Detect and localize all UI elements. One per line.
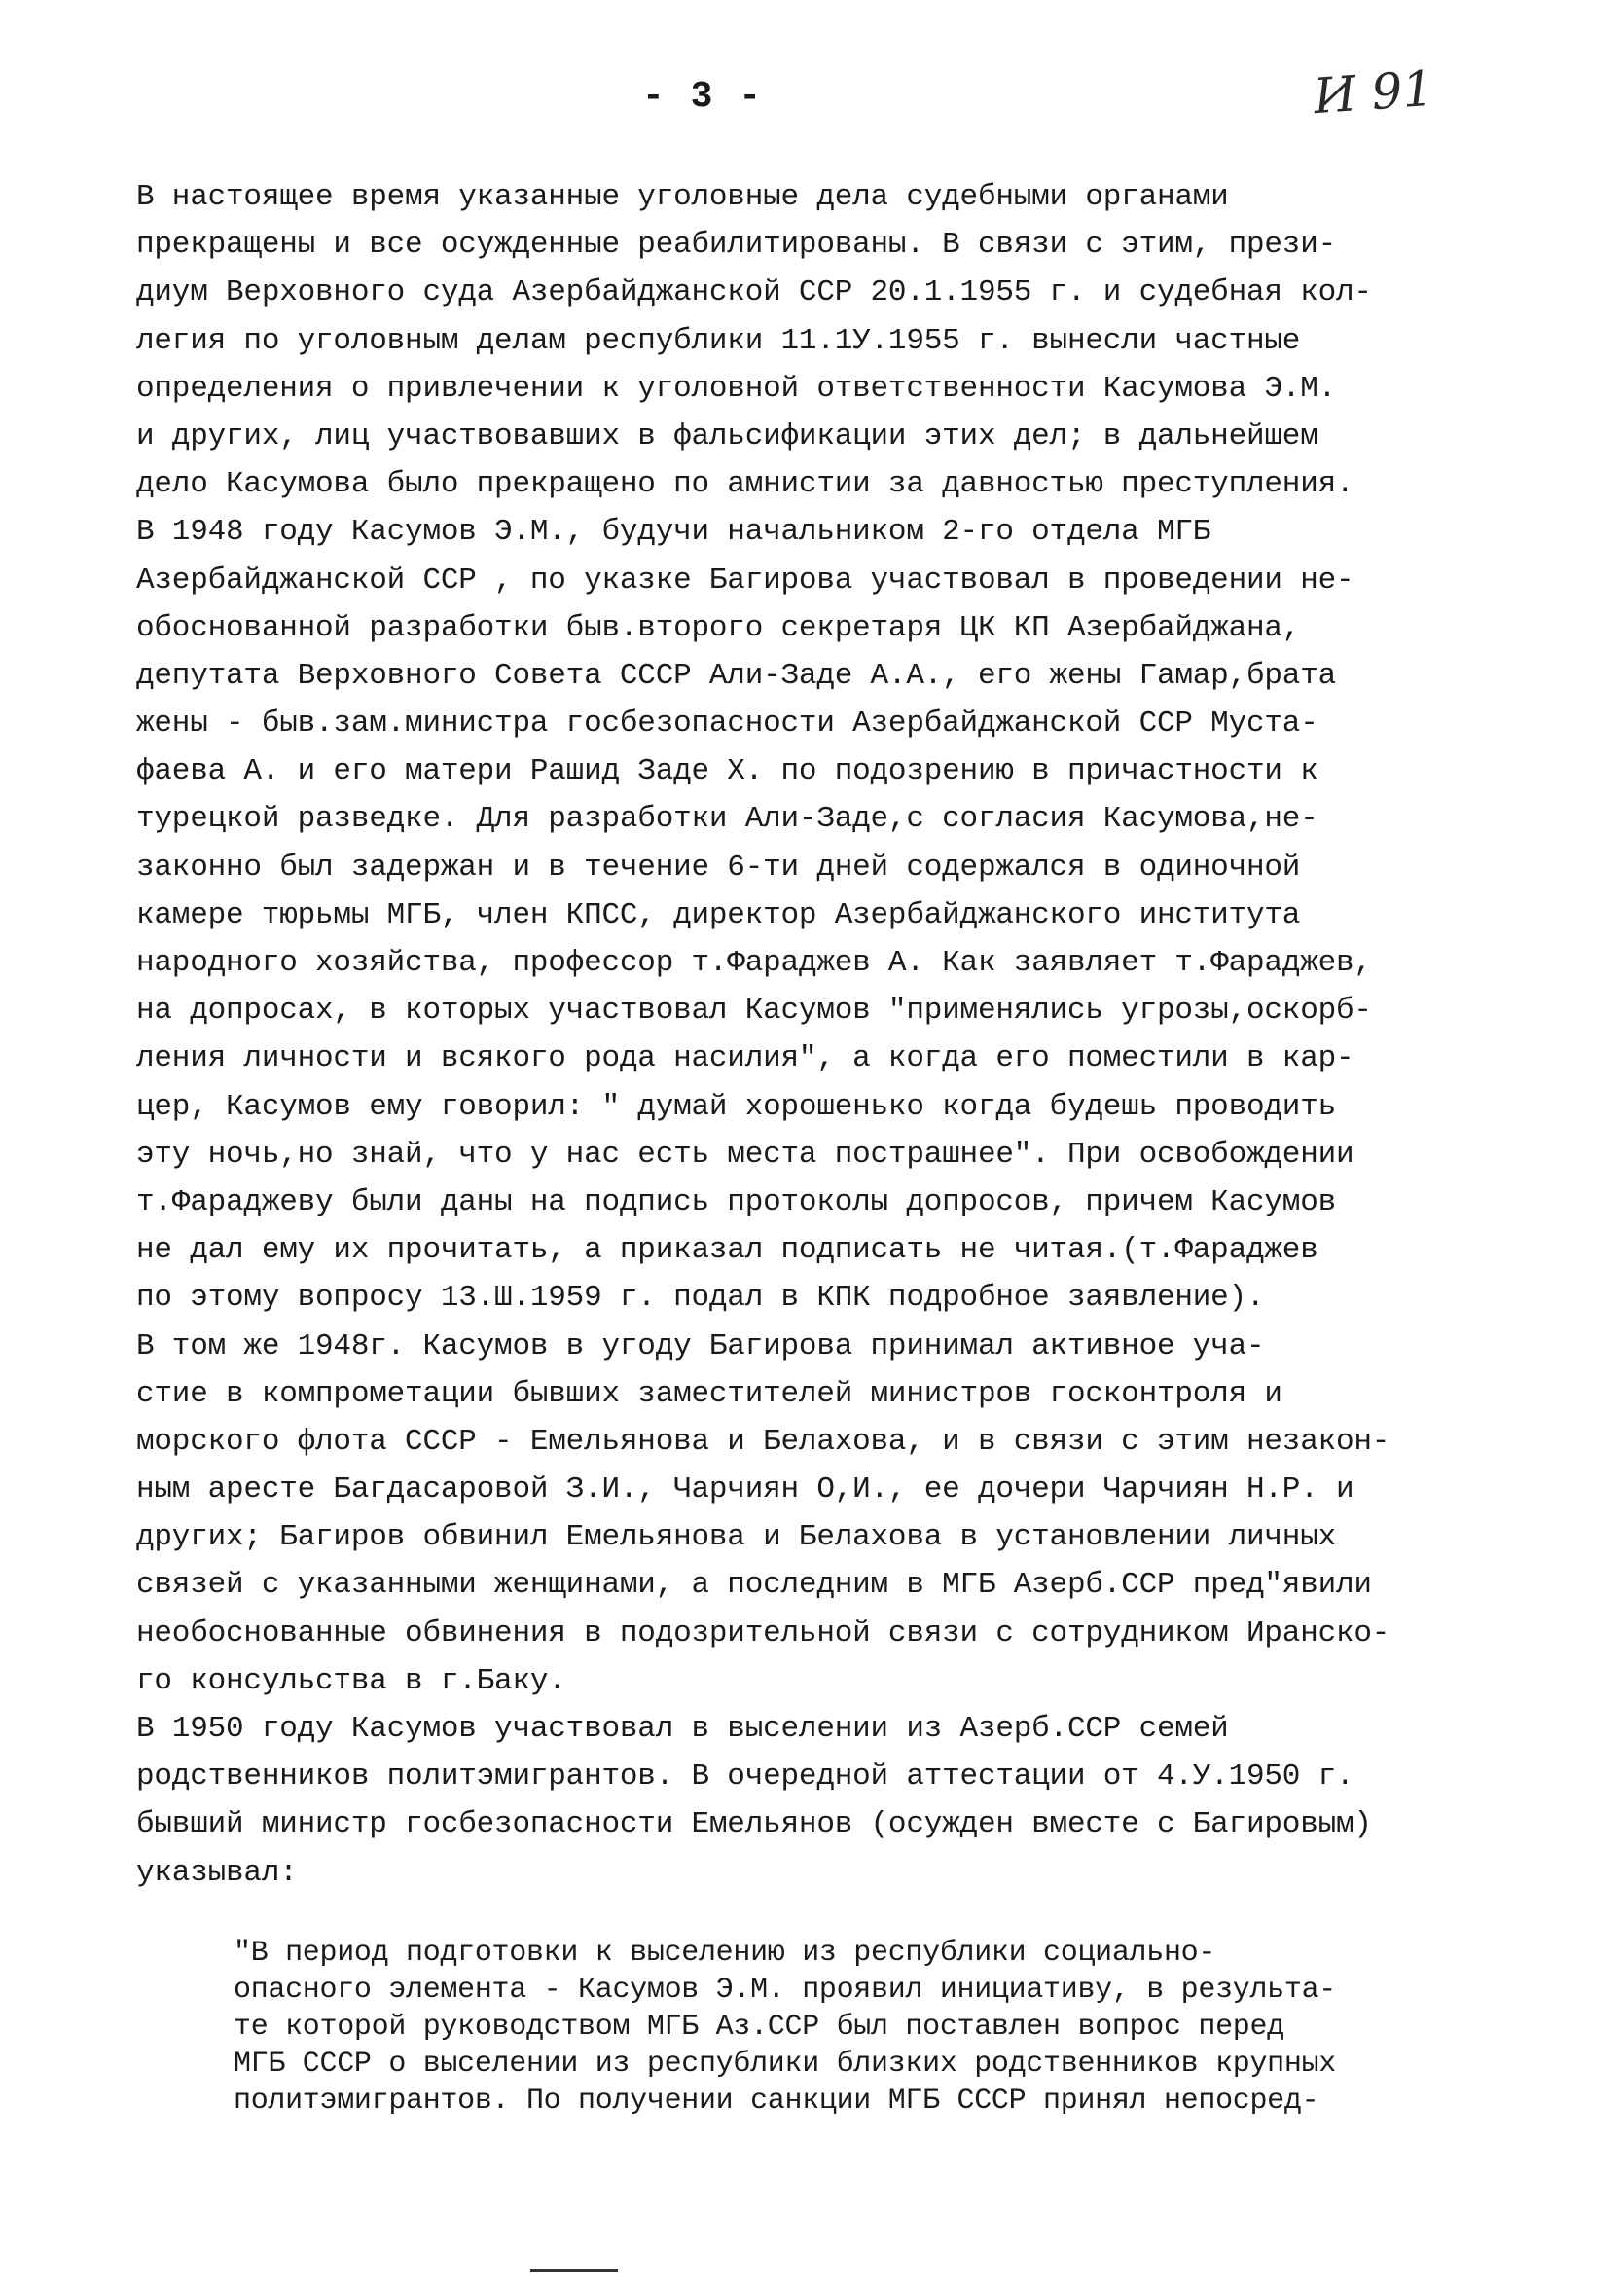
body-line: на допросах, в которых участвовал Касумов "применялись угрозы,оскорб- — [136, 994, 1372, 1029]
body-line: В 1948 году Касумов Э.М., будучи начальником 2-го отдела МГБ — [136, 515, 1211, 550]
body-line: легия по уголовным делам республики 11.1У.1955 г. вынесли частные — [136, 323, 1301, 358]
page-number: - 3 - — [642, 76, 764, 118]
body-line: не дал ему их прочитать, а приказал подписать не читая.(т.Фараджев — [136, 1233, 1318, 1268]
body-line: родственников политэмигрантов. В очередной аттестации от 4.У.1950 г. — [136, 1760, 1354, 1795]
body-line: эту ночь,но знай, что у нас есть места пострашнее". При освобождении — [136, 1137, 1354, 1172]
body-line: стие в компрометации бывших заместителей министров госконтроля и — [136, 1376, 1282, 1411]
body-line: народного хозяйства, профессор т.Фараджев А. Как заявляет т.Фараджев, — [136, 946, 1372, 980]
body-line: законно был задержан и в течение 6-ти дней содержался в одиночной — [136, 850, 1301, 885]
body-line: жены - быв.зам.министра госбезопасности Азербайджанской ССР Муста- — [136, 707, 1318, 742]
body-line: и других, лиц участвовавших в фальсификации этих дел; в дальнейшем — [136, 418, 1318, 454]
body-line: прекращены и все осужденные реабилитированы. В связи с этим, прези- — [136, 228, 1337, 263]
bottom-divider — [530, 2269, 618, 2272]
quote-line: политэмигрантов. По получении санкции МГБ СССР принял непосред- — [234, 2085, 1319, 2118]
archive-handwritten-mark: И 91 — [1312, 59, 1435, 126]
body-line: турецкой разведке. Для разработки Али-Заде,с согласия Касумова,не- — [136, 802, 1318, 837]
body-line: т.Фараджеву были даны на подпись протоколы допросов, причем Касумов — [136, 1184, 1337, 1219]
body-line: морского флота СССР - Емельянова и Белахова, и в связи с этим незакон- — [136, 1424, 1390, 1459]
body-line: определения о привлечении к уголовной ответственности Касумова Э.М. — [136, 371, 1337, 406]
document-body — [136, 173, 1518, 1897]
block-quote — [234, 1935, 1528, 2120]
body-line: камере тюрьмы МГБ, член КПСС, директор Азербайджанского института — [136, 897, 1301, 932]
quote-line: те которой руководством МГБ Аз.ССР был поставлен вопрос перед — [234, 2011, 1284, 2044]
body-line: связей с указанными женщинами, а последним в МГБ Азерб.ССР пред"явили — [136, 1568, 1372, 1603]
body-line: бывший министр госбезопасности Емельянов (осужден вместе с Багировым) — [136, 1807, 1372, 1842]
body-line: ным аресте Багдасаровой З.И., Чарчиян О,И., ее дочери Чарчиян Н.Р. и — [136, 1472, 1354, 1507]
body-line: необоснованные обвинения в подозрительной связи с сотрудником Иранско- — [136, 1615, 1390, 1651]
body-line: фаева А. и его матери Рашид Заде Х. по подозрению в причастности к — [136, 754, 1318, 789]
body-line: ления личности и всякого рода насилия", а когда его поместили в кар- — [136, 1041, 1354, 1076]
body-line: дело Касумова было прекращено по амнистии за давностью преступления. — [136, 467, 1354, 502]
body-line: го консульства в г.Баку. — [136, 1663, 566, 1698]
body-line: депутата Верховного Совета СССР Али-Заде А.А., его жены Гамар,брата — [136, 658, 1337, 693]
body-line: цер, Касумов ему говорил: " думай хорошенько когда будешь проводить — [136, 1089, 1337, 1124]
quote-line: "В период подготовки к выселению из республики социально- — [234, 1937, 1216, 1970]
body-line: В 1950 году Касумов участвовал в выселении из Азерб.ССР семей — [136, 1712, 1229, 1746]
body-line: Азербайджанской ССР , по указке Багирова участвовал в проведении не- — [136, 563, 1354, 598]
body-line: В том же 1948г. Касумов в угоду Багирова принимал активное уча- — [136, 1328, 1265, 1363]
quote-line: МГБ СССР о выселении из республики близких родственников крупных — [234, 2048, 1336, 2081]
body-line: диум Верховного суда Азербайджанской ССР 20.1.1955 г. и судебная кол- — [136, 275, 1372, 310]
body-line: указывал: — [136, 1855, 298, 1890]
quote-line: опасного элемента - Касумов Э.М. проявил инициативу, в результа- — [234, 1974, 1336, 2007]
body-line: обоснованной разработки быв.второго секретаря ЦК КП Азербайджана, — [136, 610, 1301, 645]
body-line: по этому вопросу 13.Ш.1959 г. подал в КПК подробное заявление). — [136, 1281, 1265, 1316]
body-line: В настоящее время указанные уголовные дела судебными органами — [136, 180, 1229, 214]
body-line: других; Багиров обвинил Емельянова и Белахова в установлении личных — [136, 1520, 1337, 1555]
